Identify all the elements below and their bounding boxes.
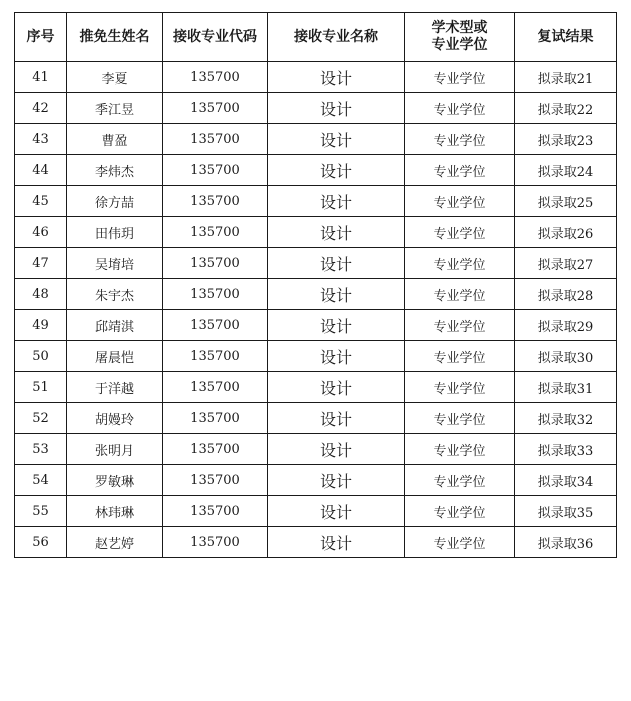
cell-seq: 45 [15,186,67,217]
cell-degree-type: 专业学位 [405,186,515,217]
cell-degree-type: 专业学位 [405,372,515,403]
cell-major-code: 135700 [163,527,268,558]
header-seq: 序号 [15,13,67,62]
cell-major-name: 设计 [268,217,405,248]
cell-major-code: 135700 [163,62,268,93]
cell-major-code: 135700 [163,434,268,465]
cell-major-name: 设计 [268,124,405,155]
header-retest-result: 复试结果 [515,13,617,62]
cell-student-name: 吴堉培 [67,248,163,279]
cell-major-code: 135700 [163,341,268,372]
table-row [15,217,617,248]
cell-retest-result: 拟录取21 [515,62,617,93]
cell-seq: 44 [15,155,67,186]
cell-major-name: 设计 [268,186,405,217]
cell-major-code: 135700 [163,124,268,155]
cell-degree-type: 专业学位 [405,527,515,558]
cell-retest-result: 拟录取30 [515,341,617,372]
cell-degree-type: 专业学位 [405,93,515,124]
table-row [15,155,617,186]
cell-major-code: 135700 [163,186,268,217]
cell-seq: 49 [15,310,67,341]
table-row [15,124,617,155]
table-row [15,496,617,527]
cell-major-code: 135700 [163,93,268,124]
cell-degree-type: 专业学位 [405,403,515,434]
table-row [15,248,617,279]
cell-seq: 48 [15,279,67,310]
cell-major-name: 设计 [268,155,405,186]
header-degree-type-line2: 专业学位 [431,37,488,53]
cell-seq: 54 [15,465,67,496]
cell-student-name: 朱宇杰 [67,279,163,310]
cell-retest-result: 拟录取26 [515,217,617,248]
table-row [15,62,617,93]
cell-major-name: 设计 [268,372,405,403]
cell-major-code: 135700 [163,403,268,434]
cell-major-code: 135700 [163,248,268,279]
cell-major-name: 设计 [268,434,405,465]
admission-results-table [14,12,617,558]
cell-retest-result: 拟录取28 [515,279,617,310]
cell-retest-result: 拟录取31 [515,372,617,403]
cell-seq: 47 [15,248,67,279]
cell-student-name: 曹盈 [67,124,163,155]
cell-degree-type: 专业学位 [405,124,515,155]
table-row [15,341,617,372]
cell-seq: 46 [15,217,67,248]
cell-major-name: 设计 [268,527,405,558]
cell-seq: 56 [15,527,67,558]
table-row [15,434,617,465]
cell-student-name: 林玮琳 [67,496,163,527]
cell-retest-result: 拟录取32 [515,403,617,434]
cell-major-name: 设计 [268,93,405,124]
cell-major-code: 135700 [163,279,268,310]
cell-degree-type: 专业学位 [405,217,515,248]
cell-student-name: 张明月 [67,434,163,465]
cell-major-name: 设计 [268,341,405,372]
cell-seq: 53 [15,434,67,465]
table-row [15,93,617,124]
cell-major-code: 135700 [163,465,268,496]
cell-major-code: 135700 [163,155,268,186]
cell-degree-type: 专业学位 [405,434,515,465]
cell-degree-type: 专业学位 [405,248,515,279]
header-row [15,13,617,62]
cell-seq: 52 [15,403,67,434]
header-major-name: 接收专业名称 [268,13,405,62]
table-row [15,310,617,341]
table-row [15,372,617,403]
cell-retest-result: 拟录取35 [515,496,617,527]
cell-seq: 41 [15,62,67,93]
cell-major-name: 设计 [268,310,405,341]
cell-major-name: 设计 [268,465,405,496]
cell-student-name: 屠晨恺 [67,341,163,372]
cell-degree-type: 专业学位 [405,155,515,186]
cell-retest-result: 拟录取27 [515,248,617,279]
cell-student-name: 邱靖淇 [67,310,163,341]
cell-retest-result: 拟录取22 [515,93,617,124]
cell-retest-result: 拟录取29 [515,310,617,341]
header-student-name: 推免生姓名 [67,13,163,62]
cell-retest-result: 拟录取36 [515,527,617,558]
table-row [15,279,617,310]
cell-degree-type: 专业学位 [405,341,515,372]
cell-major-code: 135700 [163,310,268,341]
cell-student-name: 赵艺婷 [67,527,163,558]
cell-seq: 55 [15,496,67,527]
cell-major-name: 设计 [268,496,405,527]
cell-major-name: 设计 [268,403,405,434]
cell-degree-type: 专业学位 [405,279,515,310]
cell-seq: 50 [15,341,67,372]
header-major-code: 接收专业代码 [163,13,268,62]
cell-student-name: 田伟玥 [67,217,163,248]
cell-seq: 42 [15,93,67,124]
cell-student-name: 罗敏琳 [67,465,163,496]
table-header [15,13,617,62]
cell-major-name: 设计 [268,248,405,279]
cell-degree-type: 专业学位 [405,465,515,496]
cell-seq: 43 [15,124,67,155]
cell-retest-result: 拟录取33 [515,434,617,465]
cell-retest-result: 拟录取34 [515,465,617,496]
table-row [15,403,617,434]
cell-student-name: 李炜杰 [67,155,163,186]
cell-student-name: 李夏 [67,62,163,93]
cell-degree-type: 专业学位 [405,62,515,93]
table-body [15,62,617,558]
cell-degree-type: 专业学位 [405,310,515,341]
cell-major-code: 135700 [163,217,268,248]
table-row [15,465,617,496]
cell-seq: 51 [15,372,67,403]
cell-retest-result: 拟录取23 [515,124,617,155]
cell-major-code: 135700 [163,372,268,403]
cell-student-name: 胡嫚玲 [67,403,163,434]
cell-student-name: 季江昱 [67,93,163,124]
cell-major-code: 135700 [163,496,268,527]
cell-major-name: 设计 [268,279,405,310]
header-degree-type [405,13,515,62]
table-row [15,186,617,217]
cell-degree-type: 专业学位 [405,496,515,527]
table-row [15,527,617,558]
header-degree-type-line1: 学术型或 [431,20,488,36]
cell-student-name: 于洋越 [67,372,163,403]
cell-major-name: 设计 [268,62,405,93]
cell-student-name: 徐方喆 [67,186,163,217]
cell-retest-result: 拟录取24 [515,155,617,186]
cell-retest-result: 拟录取25 [515,186,617,217]
